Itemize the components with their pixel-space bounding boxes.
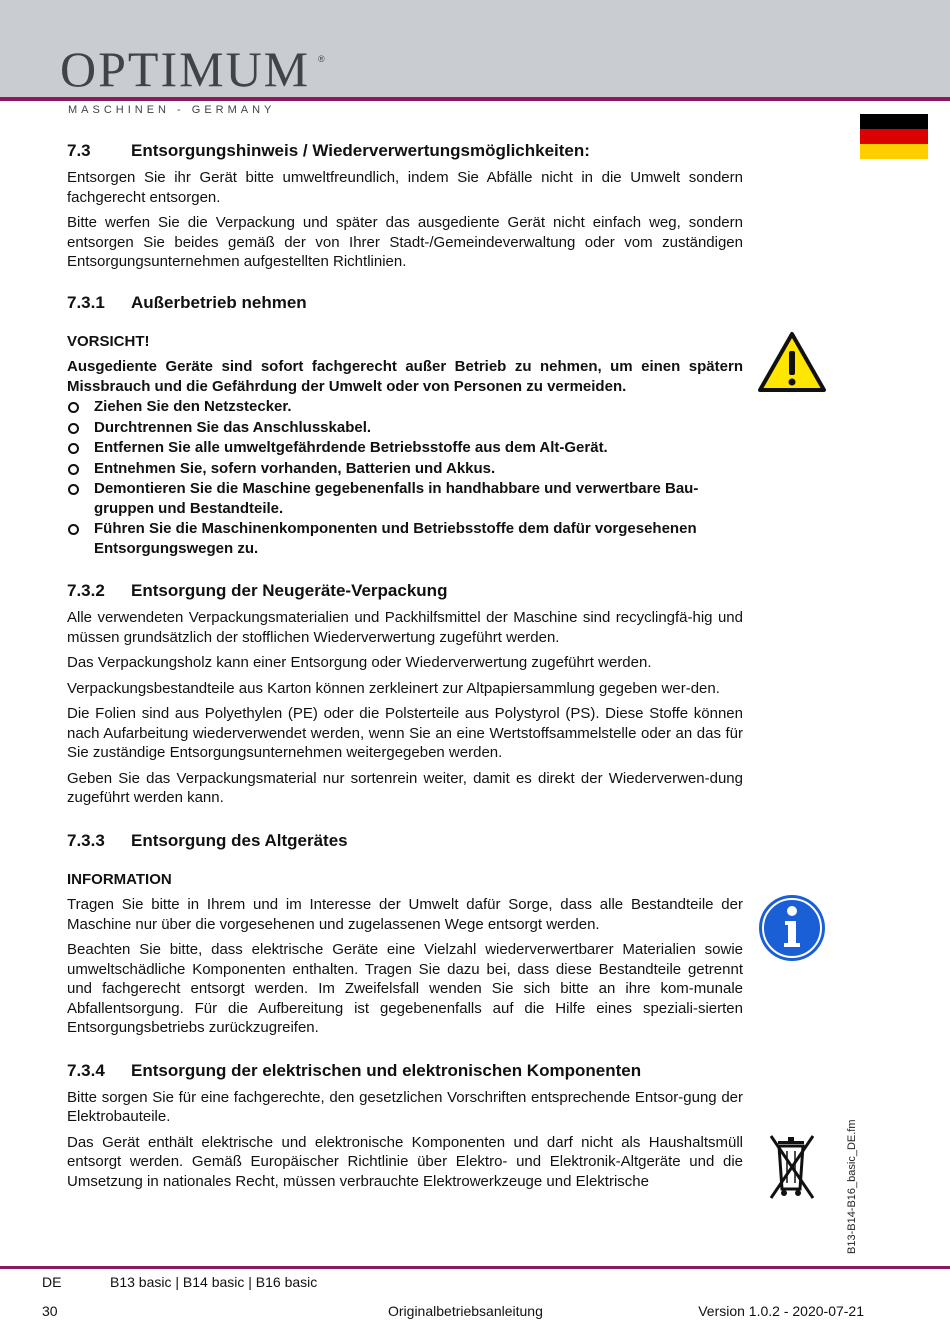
information-label: INFORMATION (67, 870, 172, 888)
footer-version: Version 1.0.2 - 2020-07-21 (698, 1303, 864, 1319)
paragraph: Das Gerät enthält elektrische und elektronische Komponenten und darf nicht als Haushaltsmüll entsorgt werden. Gemäß Europäischer Richtlinie über Elektro- und Elektronik-Altgeräte und die Umsetzung in nationales Recht, müssen verbrauchte Elektrowerkzeuge und Elektrische (67, 1133, 743, 1190)
bullet-icon (68, 402, 79, 413)
paragraph: Bitte sorgen Sie für eine fachgerechte, den gesetzlichen Vorschriften entsprechende Entsor-gung der Elektrobauteile. (67, 1088, 743, 1125)
section-7-3-3-heading: 7.3.3 Entsorgung des Altgerätes (67, 830, 348, 850)
list-item: Entnehmen Sie, sofern vorhanden, Batterien und Akkus. (67, 459, 743, 479)
footer-language: DE (42, 1274, 62, 1290)
section-7-3-2-heading: 7.3.2 Entsorgung der Neugeräte-Verpackung (67, 581, 448, 600)
flag-stripe-gold (860, 144, 928, 159)
section-7-3-1-heading: 7.3.1 Außerbetrieb nehmen (67, 292, 307, 312)
bullet-icon (68, 464, 79, 475)
flag-stripe-black (860, 114, 928, 129)
paragraph: Tragen Sie bitte in Ihrem und im Interesse der Umwelt dafür Sorge, dass alle Bestandteile der Maschine nur über die vorgesehenen und zugelassenen Wege entsorgt werden. (67, 896, 743, 933)
bullet-icon (68, 443, 79, 454)
list-item: Ziehen Sie den Netzstecker. (67, 397, 743, 417)
crossed-bin-icon (768, 1133, 816, 1201)
caution-label: VORSICHT! (67, 332, 150, 350)
page-number: 30 (42, 1303, 58, 1319)
german-flag-icon (860, 114, 928, 159)
paragraph: Bitte werfen Sie die Verpackung und später das ausgediente Gerät nicht einfach weg, sondern entsorgen Sie beides gemäß der von Ihrer Stadt-/Gemeindeverwaltung oder vom zuständigen Entsorgungsunternehmen aufgestellten Richtlinien. (67, 214, 743, 270)
decommission-list (67, 397, 743, 558)
list-item: Demontieren Sie die Maschine gegebenenfalls in handhabbare und verwertbare Bau-gruppen und Bestandteile. (67, 479, 743, 518)
header-rule (0, 97, 950, 101)
flag-stripe-red (860, 129, 928, 144)
page-content (67, 140, 743, 1197)
caution-intro: Ausgediente Geräte sind sofort fachgerecht außer Betrieb zu nehmen, um einen spätern Missbrauch und die Gefährdung der Umwelt oder von Personen zu vermeiden. (67, 358, 743, 395)
list-item: Führen Sie die Maschinenkomponenten und Betriebsstoffe dem dafür vorgesehenen Entsorgungswegen zu. (67, 519, 743, 558)
paragraph: Geben Sie das Verpackungsmaterial nur sortenrein weiter, damit es direkt der Wiederverwen-dung zugeführt werden kann. (67, 769, 743, 806)
information-icon (758, 894, 826, 962)
list-item: Entfernen Sie alle umweltgefährdende Betriebsstoffe aus dem Alt-Gerät. (67, 438, 743, 458)
bullet-icon (68, 484, 79, 495)
paragraph: Entsorgen Sie ihr Gerät bitte umweltfreundlich, indem Sie Abfälle nicht in die Umwelt sondern fachgerecht entsorgen. (67, 169, 743, 206)
paragraph: Alle verwendeten Verpackungsmaterialien und Packhilfsmittel der Maschine sind recyclingfä-hig und müssen grundsätzlich der stofflichen Wiederverwertung zugeführt werden. (67, 609, 743, 646)
paragraph: Das Verpackungsholz kann einer Entsorgung oder Wiederverwertung zugeführt werden. (67, 654, 652, 671)
bullet-icon (68, 423, 79, 434)
file-reference: B13-B14-B16_basic_DE.fm (846, 1119, 858, 1254)
list-item: Durchtrennen Sie das Anschlusskabel. (67, 418, 743, 438)
registered-mark: ® (318, 54, 325, 64)
footer-rule (0, 1266, 950, 1269)
brand-tagline: MASCHINEN - GERMANY (68, 104, 276, 116)
paragraph: Verpackungsbestandteile aus Karton können zerkleinert zur Altpapiersammlung gegeben wer-den. (67, 679, 720, 697)
paragraph: Die Folien sind aus Polyethylen (PE) oder die Polsterteile aus Polystyrol (PS). Diese Stoffe können nach Aufarbeitung wiederverwendet werden, wenn Sie an eine Wertstoffsammelstelle oder an das für Sie zuständige Entsorgungsunternehmen weitergegeben werden. (67, 705, 743, 761)
warning-icon (757, 331, 827, 393)
footer-models: B13 basic | B14 basic | B16 basic (110, 1274, 318, 1290)
bullet-icon (68, 524, 79, 535)
brand-logo: OPTIMUM (60, 41, 311, 97)
paragraph: Beachten Sie bitte, dass elektrische Geräte eine Vielzahl wiederverwertbarer Materialien sowie umweltschädliche Komponenten enthalten. Tragen Sie dazu bei, dass diese Bestandteile getrennt und fachgerecht entsorgt werden. Im Zweifelsfall wenden Sie sich bitte an ihre kom-munale Abfallentsorgung. Für die Aufbereitung ist gegebenenfalls auf die Hilfe eines speziali-sierten Entsorgungsbetriebs zurückzugreifen. (67, 941, 743, 1036)
footer-document: Originalbetriebsanleitung (388, 1303, 543, 1319)
section-7-3-4-heading: 7.3.4 Entsorgung der elektrischen und elektronischen Komponenten (67, 1060, 642, 1080)
section-7-3-heading: 7.3 Entsorgungshinweis / Wiederverwertungsmöglichkeiten: (67, 141, 590, 160)
